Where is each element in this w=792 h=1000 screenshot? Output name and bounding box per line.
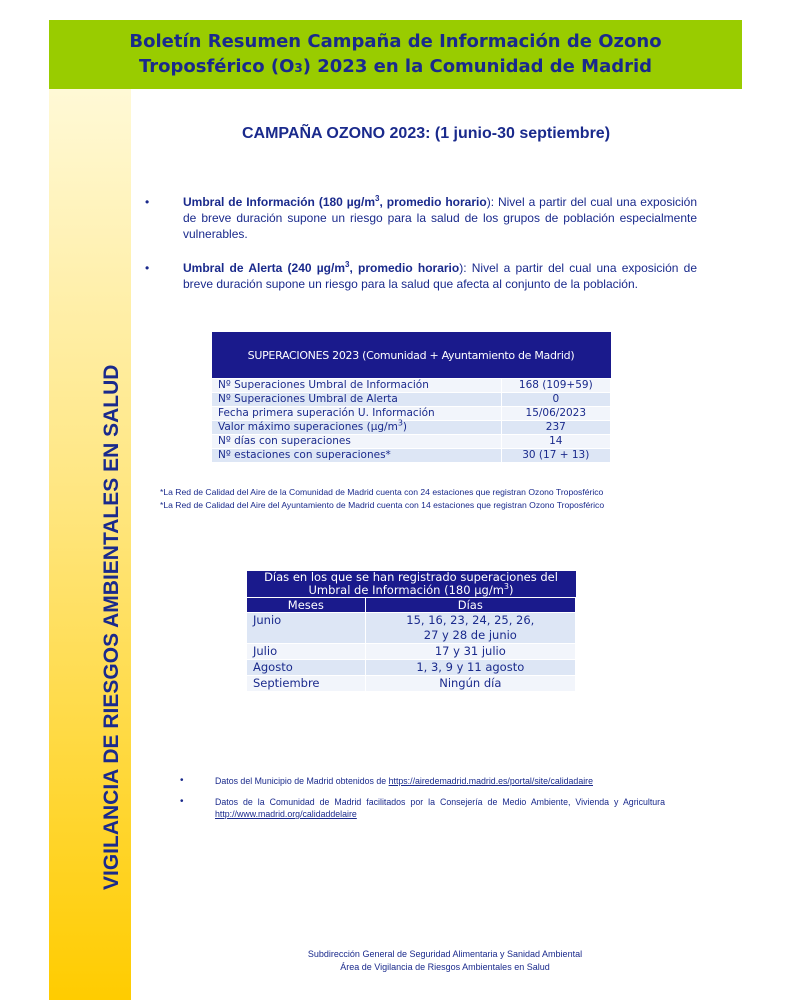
days-cell: 17 y 31 julio: [365, 644, 575, 660]
header-title-line2-post: ) 2023 en la Comunidad de Madrid: [302, 55, 653, 77]
source-text: Datos de la Comunidad de Madrid facilitados por la Consejería de Medio Ambiente, Vivienda y Agricultura: [215, 797, 665, 807]
footer-line2: Área de Vigilancia de Riesgos Ambientales en Salud: [340, 962, 550, 972]
row-value: 237: [501, 421, 610, 435]
days-cell: 1, 3, 9 y 11 agosto: [365, 660, 575, 676]
bullet-icon: •: [145, 195, 150, 209]
row-label: Nº días con superaciones: [212, 435, 502, 449]
row-label: Nº estaciones con superaciones*: [212, 449, 502, 463]
exceedances-table: [211, 332, 611, 463]
definition-item: [145, 260, 697, 292]
table-row: [212, 393, 611, 407]
footer: [200, 948, 690, 974]
row-label: Nº Superaciones Umbral de Alerta: [212, 393, 502, 407]
table-row: [247, 644, 576, 660]
days-table-caption: Días en los que se han registrado superaciones del Umbral de Información (180 $\mu g/m^3$): [247, 571, 576, 598]
month-cell: Agosto: [247, 660, 366, 676]
row-value: 0: [501, 393, 610, 407]
month-cell: Septiembre: [247, 676, 366, 692]
row-value: 30 (17 + 13): [501, 449, 610, 463]
threshold-definitions: [145, 194, 697, 310]
col-header-days: Días: [365, 598, 575, 613]
bullet-icon: •: [145, 261, 150, 275]
row-label: Fecha primera superación U. Información: [212, 407, 502, 421]
table-row: [212, 379, 611, 393]
bullet-icon: •: [180, 775, 184, 786]
exceedance-days-table: [246, 571, 576, 692]
row-value: 14: [501, 435, 610, 449]
station-notes: [160, 486, 604, 512]
definition-item: [145, 194, 697, 242]
row-value: 168 (109+59): [501, 379, 610, 393]
table-row: [247, 660, 576, 676]
col-header-months: Meses: [247, 598, 366, 613]
station-note: *La Red de Calidad del Aire del Ayuntamiento de Madrid cuenta con 14 estaciones que registran Ozono Troposférico: [160, 500, 605, 510]
days-cell: 15, 16, 23, 24, 25, 26, 27 y 28 de junio: [365, 613, 575, 644]
source-text: Datos del Municipio de Madrid obtenidos de: [215, 776, 389, 786]
header-o3-subscript: 3: [294, 60, 303, 75]
campaign-title: CAMPAÑA OZONO 2023: (1 junio-30 septiembre): [241, 125, 611, 142]
row-value: 15/06/2023: [501, 407, 610, 421]
table-row: [212, 449, 611, 463]
definition-text: ): Nivel a partir del cual una exposición de breve duración supone un riesgo para la salud que afecta al conjunto de la población.: [183, 261, 697, 291]
table-row: [247, 676, 576, 692]
source-item: [180, 775, 665, 787]
month-cell: Junio: [247, 613, 366, 644]
header-title-line2: [139, 54, 652, 81]
community-air-link[interactable]: http://www.madrid.org/calidaddelaire: [215, 809, 357, 819]
definition-term: Umbral de Alerta (240 $\mu g/m^3$, promedio horario: [183, 260, 460, 275]
table-row: [212, 407, 611, 421]
definition-text: ): Nivel a partir del cual una exposición de breve duración supone un riesgo para la salud de los grupos de población especialmente vulnerables.: [183, 195, 698, 241]
data-sources: [180, 775, 665, 829]
bullet-icon: •: [180, 796, 184, 807]
days-cell: Ningún día: [365, 676, 575, 692]
table-row: [212, 435, 611, 449]
header-banner: [49, 20, 742, 89]
month-cell: Julio: [247, 644, 366, 660]
station-note: *La Red de Calidad del Aire de la Comunidad de Madrid cuenta con 24 estaciones que registran Ozono Troposférico: [160, 487, 604, 497]
source-item: [180, 796, 665, 820]
exceedances-table-title: SUPERACIONES 2023 (Comunidad + Ayuntamiento de Madrid): [212, 332, 611, 379]
footer-line1: Subdirección General de Seguridad Alimentaria y Sanidad Ambiental: [307, 949, 583, 959]
table-row: [247, 613, 576, 644]
header-title-line2-pre: Troposférico (O: [138, 55, 295, 77]
sidebar-vertical-title: VIGILANCIA DE RIESGOS AMBIENTALES EN SALUD: [100, 364, 123, 890]
row-label: Nº Superaciones Umbral de Información: [212, 379, 502, 393]
header-title-line1: Boletín Resumen Campaña de Información de Ozono: [129, 30, 662, 52]
definition-term: Umbral de Información (180 $\mu g/m^3$, promedio horario: [183, 194, 487, 209]
madrid-city-air-link[interactable]: https://airedemadrid.madrid.es/portal/site/calidadaire: [388, 776, 593, 786]
table-row: [212, 421, 611, 435]
row-label: Valor máximo superaciones $(\mu g/m^3)$: [212, 421, 502, 435]
